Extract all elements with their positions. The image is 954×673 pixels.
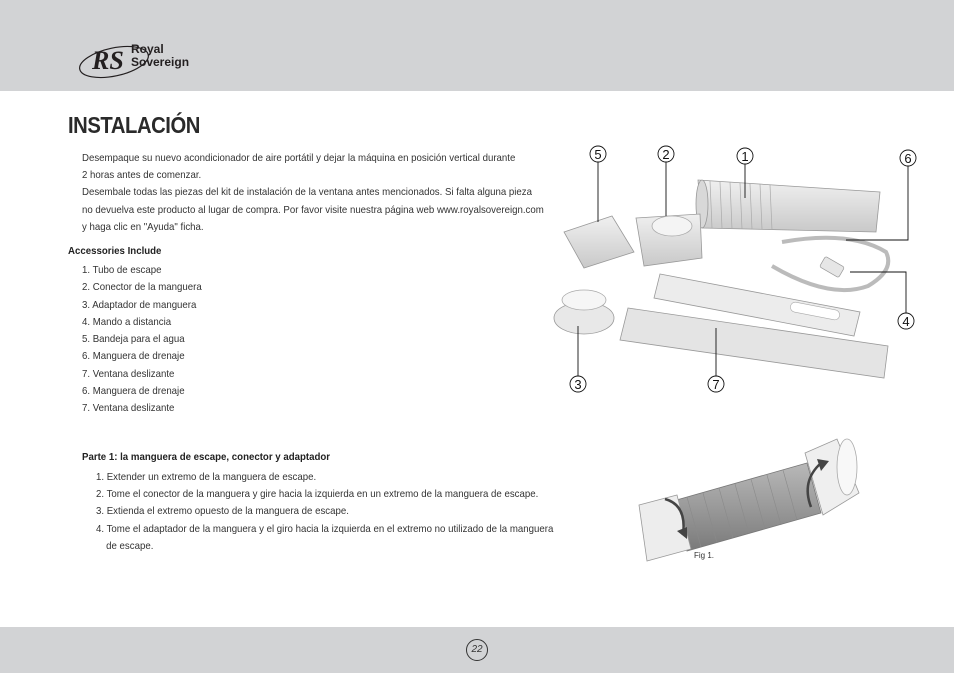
list-item: de escape. xyxy=(106,539,154,552)
diagram-label: 3 xyxy=(574,377,582,392)
figure-1-illustration xyxy=(625,433,865,573)
list-item: 2. Tome el conector de la manguera y gire hacia la izquierda en un extremo de la manguera de escape. xyxy=(96,488,539,501)
accessories-illustration xyxy=(550,140,930,400)
intro-line: y haga clic en "Ayuda" ficha. xyxy=(82,220,204,233)
diagram-label: 4 xyxy=(902,314,910,329)
water-tray-drawing xyxy=(564,216,634,268)
list-item: 7. Ventana deslizante xyxy=(82,367,175,380)
remote-drawing xyxy=(819,256,844,277)
list-item: 5. Bandeja para el agua xyxy=(82,333,185,346)
logo-line-1: Royal xyxy=(131,42,164,56)
intro-line: no devuelva este producto al lugar de compra. Por favor visite nuestra página web www.royalsovereign.com xyxy=(82,203,544,216)
part1-heading: Parte 1: la manguera de escape, conector y adaptador xyxy=(82,451,331,463)
figure-caption: Fig 1. xyxy=(694,551,715,560)
diagram-label: 7 xyxy=(712,377,720,392)
intro-line: Desembale todas las piezas del kit de instalación de la ventana antes mencionados. Si falta alguna pieza xyxy=(82,186,533,199)
intro-line: Desempaque su nuevo acondicionador de aire portátil y dejar la máquina en posición vertical durante xyxy=(82,152,516,164)
intro-paragraph xyxy=(82,150,542,236)
list-item: 6. Manguera de drenaje xyxy=(82,350,185,363)
list-item: 2. Conector de la manguera xyxy=(82,281,202,294)
fig-hose xyxy=(673,463,821,551)
accessories-heading: Accessories Include xyxy=(68,245,162,257)
list-item: 3. Adaptador de manguera xyxy=(82,298,197,311)
diagram-label: 2 xyxy=(662,147,670,162)
accessories-list xyxy=(82,262,202,418)
page-title: INSTALACIÓN xyxy=(68,112,200,138)
diagram-label: 5 xyxy=(594,147,602,162)
intro-line: 2 horas antes de comenzar. xyxy=(82,169,202,182)
list-item: 3. Extienda el extremo opuesto de la manguera de escape. xyxy=(96,505,349,518)
logo-monogram: RS xyxy=(92,46,124,75)
page-number: 22 xyxy=(466,639,488,661)
diagram-label: 6 xyxy=(904,151,912,166)
list-item: 4. Tome el adaptador de la manguera y el giro hacia la izquierda en el extremo no utilizado de la manguera xyxy=(96,522,554,535)
part1-steps xyxy=(96,469,553,555)
list-item: 1. Tubo de escape xyxy=(82,264,162,276)
list-item: 7. Ventana deslizante xyxy=(82,402,175,415)
list-item: 4. Mando a distancia xyxy=(82,315,172,328)
exhaust-hose-drawing xyxy=(696,180,880,232)
diagram-label: 1 xyxy=(741,149,749,164)
list-item: 1. Extender un extremo de la manguera de escape. xyxy=(96,471,317,483)
logo-wordmark xyxy=(131,43,189,69)
logo-line-2: Sovereign xyxy=(131,55,190,69)
list-item: 6. Manguera de drenaje xyxy=(82,385,185,398)
